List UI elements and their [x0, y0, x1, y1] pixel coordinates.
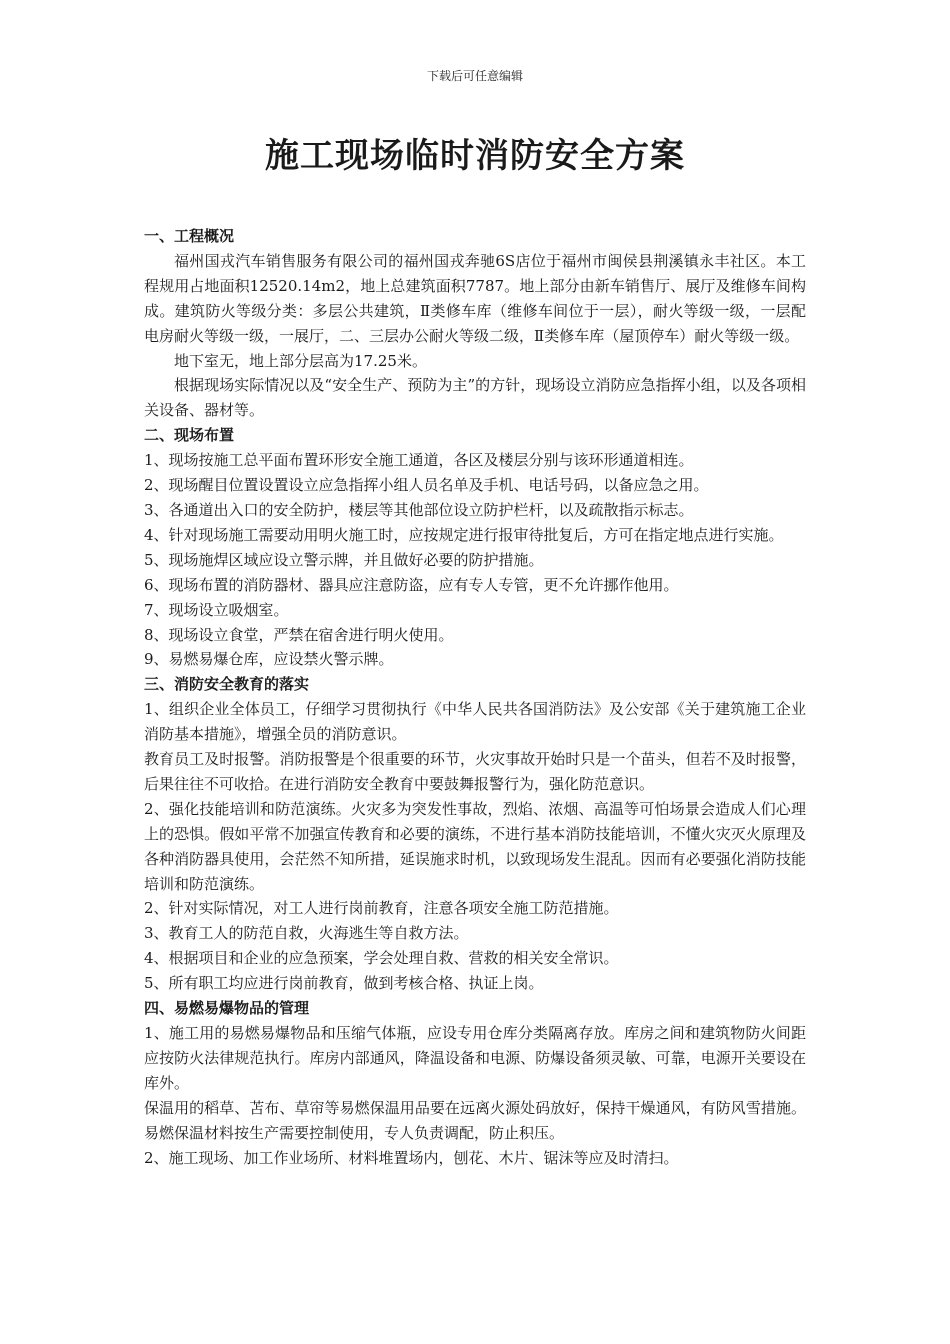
body-paragraph: 5、现场施焊区域应设立警示牌，并且做好必要的防护措施。: [144, 550, 544, 569]
body-paragraph: 教育员工及时报警。消防报警是个很重要的环节，火灾事故开始时只是一个苗头，但若不及时报警，后果往往不可收拾。在进行消防安全教育中要鼓舞报警行为，强化防范意识。: [144, 750, 806, 793]
body-paragraph: 8、现场设立食堂，严禁在宿舍进行明火使用。: [144, 625, 454, 644]
body-paragraph: 2、强化技能培训和防范演练。火灾多为突发性事故，烈焰、浓烟、高温等可怕场景会造成人们心理上的恐惧。假如平常不加强宣传教育和必要的演练，不进行基本消防技能培训，不懂火灾灭火原理及各种消防器具使用，会茫然不知所措，延误施求时机，以致现场发生混乱。因而有必要强化消防技能培训和防范演练。: [144, 799, 806, 893]
body-paragraph: 4、根据项目和企业的应急预案，学会处理自救、营救的相关安全常识。: [144, 949, 619, 968]
body-paragraph: 6、现场布置的消防器材、器具应注意防盗，应有专人专管，更不允许挪作他用。: [144, 575, 679, 594]
section-heading: 三、消防安全教育的落实: [144, 675, 310, 694]
body-paragraph: 福州国戎汽车销售服务有限公司的福州国戎奔驰6S店位于福州市闽侯县荆溪镇永丰社区。本工程规用占地面积12520.14m2，地上总建筑面积7787。地上部分由新车销售厅、展厅及维修车间构成。建筑防火等级分类：多层公共建筑，Ⅱ类修车库（维修车间位于一层），耐火等级一级，一层配电房耐火等级一级，一展厅，二、三层办公耐火等级二级，Ⅱ类修车库（屋顶停车）耐火等级一级。: [144, 251, 806, 345]
document-body: [144, 224, 806, 1170]
body-paragraph: 3、各通道出入口的安全防护，楼层等其他部位设立防护栏杆，以及疏散指示标志。: [144, 500, 694, 519]
body-paragraph: 4、针对现场施工需要动用明火施工时，应按规定进行报审待批复后，方可在指定地点进行实施。: [144, 525, 784, 544]
body-paragraph: 5、所有职工均应进行岗前教育，做到考核合格、执证上岗。: [144, 974, 544, 993]
section-heading: 四、易燃易爆物品的管理: [144, 999, 310, 1018]
header-note: 下载后可任意编辑: [426, 69, 523, 83]
body-paragraph: 1、施工用的易燃易爆物品和压缩气体瓶，应设专用仓库分类隔离存放。库房之间和建筑物防火间距应按防火法律规范执行。库房内部通风，降温设备和电源、防爆设备须灵敏、可靠，电源开关要设在库外。: [144, 1024, 806, 1092]
document-title: 施工现场临时消防安全方案: [265, 136, 685, 176]
body-paragraph: 保温用的稻草、苫布、草帘等易燃保温用品要在远离火源处码放好，保持干燥通风，有防风雪措施。易燃保温材料按生产需要控制使用，专人负责调配，防止积压。: [144, 1098, 806, 1142]
body-paragraph: 2、针对实际情况，对工人进行岗前教育，注意各项安全施工防范措施。: [144, 899, 619, 918]
body-paragraph: 7、现场设立吸烟室。: [144, 600, 289, 619]
body-paragraph: 1、现场按施工总平面布置环形安全施工通道，各区及楼层分别与该环形通道相连。: [144, 451, 694, 470]
body-paragraph: 1、组织企业全体员工，仔细学习贯彻执行《中华人民共各国消防法》及公安部《关于建筑施工企业消防基本措施》，增强全员的消防意识。: [144, 700, 806, 744]
body-paragraph: 地下室无，地上部分层高为17.25米。: [174, 351, 427, 370]
body-paragraph: 2、现场醒目位置设置设立应急指挥小组人员名单及手机、电话号码，以备应急之用。: [144, 476, 709, 495]
body-paragraph: 9、易燃易爆仓库，应设禁火警示牌。: [144, 650, 394, 669]
section-heading: 一、工程概况: [144, 227, 235, 245]
body-paragraph: 根据现场实际情况以及“安全生产、预防为主”的方针，现场设立消防应急指挥小组，以及各项相关设备、器材等。: [144, 376, 806, 420]
section-heading: 二、现场布置: [144, 426, 235, 445]
body-paragraph: 3、教育工人的防范自救，火海逃生等自救方法。: [144, 924, 469, 943]
body-paragraph: 2、施工现场、加工作业场所、材料堆置场内，刨花、木片、锯沫等应及时清扫。: [144, 1148, 679, 1167]
